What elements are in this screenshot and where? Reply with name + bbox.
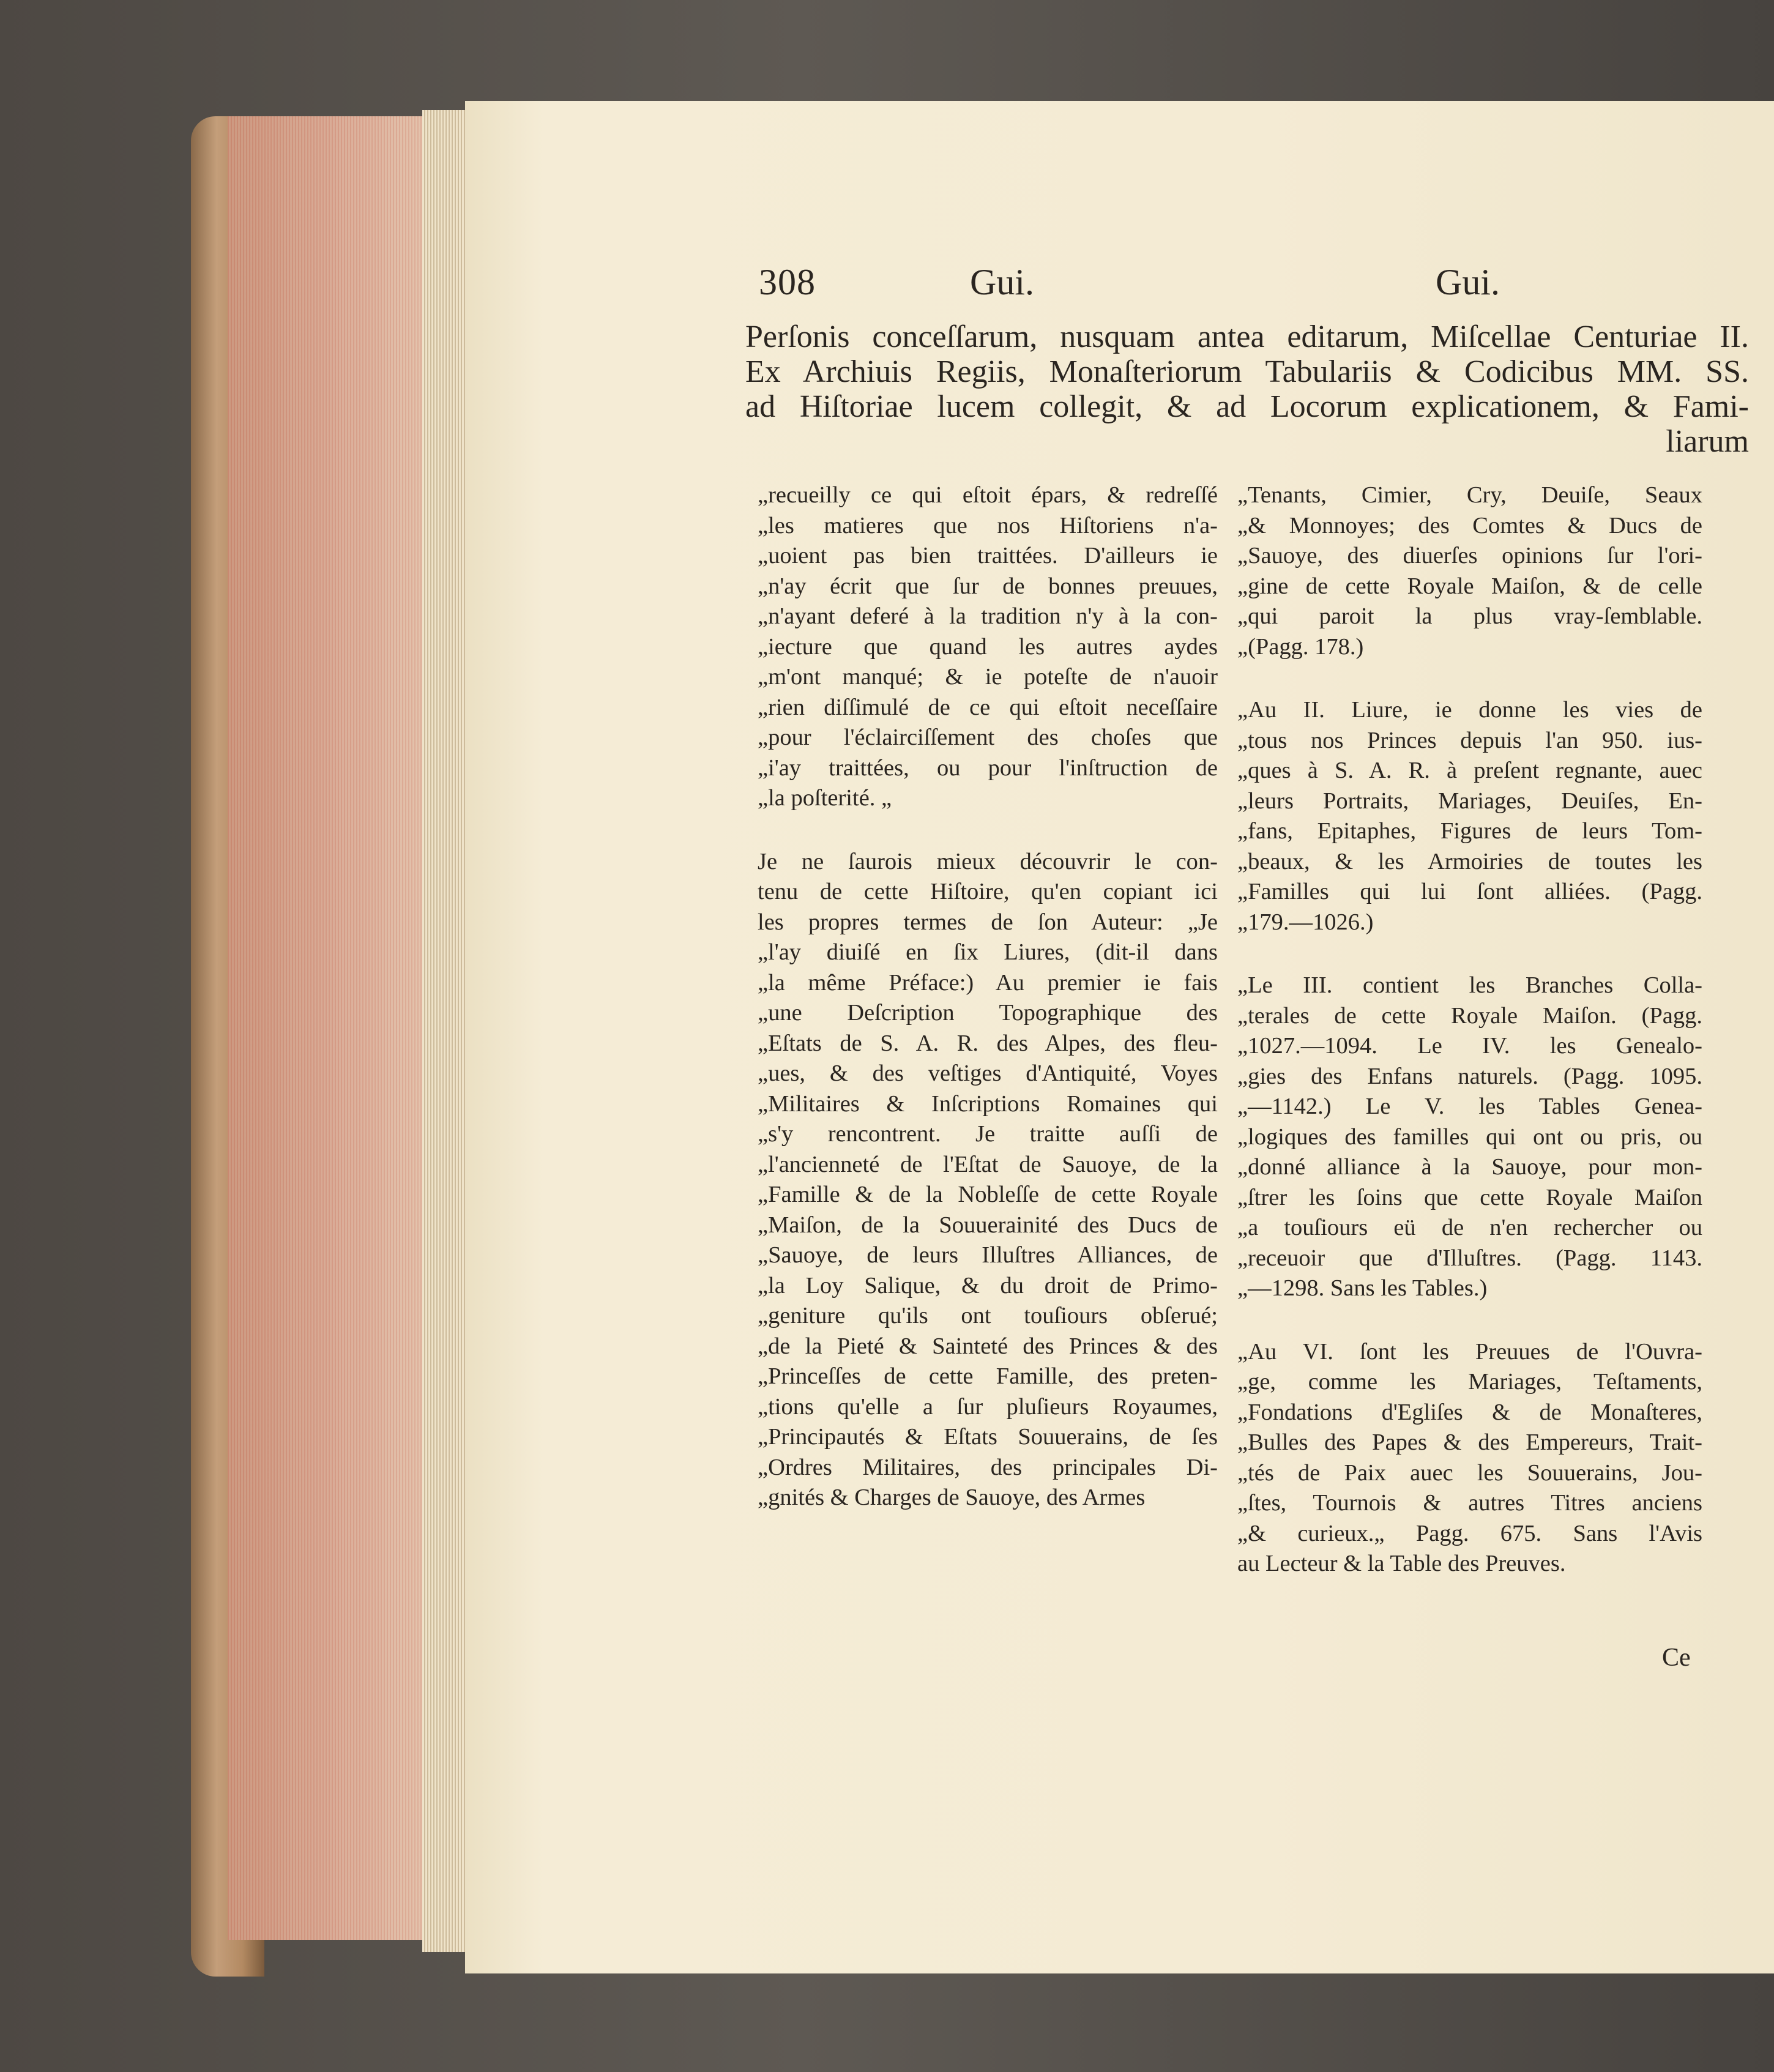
text-line: „gnités & Charges de Sauoye, des Armes (758, 1485, 1146, 1510)
text-line: „tés de Paix auec les Souuerains, Jou- (1237, 1459, 1702, 1486)
book-page (465, 101, 1774, 1973)
text-line: „1027.—1094. Le IV. les Genealo- (1237, 1033, 1702, 1059)
text-line: „iecture que quand les autres aydes (758, 633, 1218, 660)
text-line: „n'ayant deferé à la tradition n'y à la con- (758, 603, 1218, 629)
text-line: „receuoir que d'Illuſtres. (Pagg. 1143. (1237, 1245, 1702, 1271)
text-line: „gies des Enfans naturels. (Pagg. 1095. (1237, 1063, 1702, 1089)
text-line: Je ne ſaurois mieux découvrir le con- (758, 848, 1218, 874)
text-line: „geniture qu'ils ont touſiours obſerué; (758, 1303, 1218, 1329)
text-line: „ſtrer les ſoins que cette Royale Maiſon (1237, 1184, 1702, 1210)
text-line: les propres termes de ſon Auteur: „Je (758, 909, 1218, 935)
text-line: „& curieux.„ Pagg. 675. Sans l'Avis (1237, 1520, 1702, 1546)
text-line: „a touſiours eü de n'en rechercher ou (1237, 1215, 1702, 1240)
catchword: Ce (1662, 1644, 1691, 1672)
text-line: „179.—1026.) (1237, 909, 1374, 935)
paragraph-gap (1237, 1304, 1702, 1337)
text-line: tenu de cette Hiſtoire, qu'en copiant ici (758, 879, 1218, 904)
text-line: „logiques des familles qui ont ou pris, ou (1237, 1124, 1702, 1150)
paragraph (1237, 695, 1702, 937)
text-line: „Familles qui lui ſont alliées. (Pagg. (1237, 879, 1702, 904)
text-line: „l'ay diuiſé en ſix Liures, (dit-il dans (758, 939, 1218, 965)
text-line: „Le III. contient les Branches Colla- (1237, 972, 1702, 998)
text-line: „i'ay traittées, ou pour l'inſtruction de (758, 755, 1218, 781)
running-head-right: Gui. (1436, 262, 1500, 302)
left-column (758, 480, 1218, 1513)
text-line: „fans, Epitaphes, Figures de leurs Tom- (1237, 818, 1702, 844)
text-line: „—1142.) Le V. les Tables Genea- (1237, 1094, 1702, 1119)
text-line: „Eſtats de S. A. R. des Alpes, des fleu- (758, 1030, 1218, 1056)
paragraph (1237, 971, 1702, 1304)
text-line: „tous nos Princes depuis l'an 950. ius- (1237, 727, 1702, 753)
text-line: „la Loy Salique, & du droit de Primo- (758, 1272, 1218, 1299)
continuation-line: Ex Archiuis Regiis, Monaſteriorum Tabulariis & Codicibus MM. SS. (745, 354, 1749, 389)
paragraph (758, 847, 1218, 1513)
text-line: „Fondations d'Egliſes & de Monaſteres, (1237, 1399, 1702, 1425)
text-line: „ques à S. A. R. à preſent regnante, auec (1237, 758, 1702, 783)
text-line: „terales de cette Royale Maiſon. (Pagg. (1237, 1002, 1702, 1029)
paragraph-gap (1237, 662, 1702, 695)
text-line: „recueilly ce qui eſtoit épars, & redreſſé (758, 482, 1218, 508)
paragraph-gap (1237, 937, 1702, 971)
text-line: „s'y rencontrent. Je traitte auſſi de (758, 1121, 1218, 1147)
continuation-title (745, 319, 1749, 459)
text-line: „la même Préface:) Au premier ie fais (758, 969, 1218, 996)
right-column (1237, 480, 1702, 1579)
text-line: „Sauoye, des diuerſes opinions ſur l'ori- (1237, 543, 1702, 568)
text-line: „beaux, & les Armoiries de toutes les (1237, 848, 1702, 874)
text-line: „qui paroit la plus vray-ſemblable. (1237, 603, 1702, 629)
text-line: „ge, comme les Mariages, Teſtaments, (1237, 1369, 1702, 1395)
text-line: „tions qu'elle a ſur pluſieurs Royaumes, (758, 1393, 1218, 1420)
continuation-line: Perſonis conceſſarum, nusquam antea editarum, Miſcellae Centuriae II. (745, 319, 1749, 354)
text-line: „ues, & des veſtiges d'Antiquité, Voyes (758, 1060, 1218, 1086)
text-line: „uoient pas bien traittées. D'ailleurs ie (758, 543, 1218, 568)
text-line: „pour l'éclairciſſement des choſes que (758, 725, 1218, 750)
text-line: „leurs Portraits, Mariages, Deuiſes, En- (1237, 788, 1702, 814)
text-line: „donné alliance à la Sauoye, pour mon- (1237, 1154, 1702, 1180)
text-line: „Au VI. ſont les Preuues de l'Ouvra- (1237, 1338, 1702, 1365)
text-line: „une Deſcription Topographique des (758, 1000, 1218, 1026)
text-line: „ſtes, Tournois & autres Titres anciens (1237, 1490, 1702, 1516)
text-line: „(Pagg. 178.) (1237, 633, 1364, 660)
text-line: „—1298. Sans les Tables.) (1237, 1275, 1488, 1301)
page-block-edge (228, 116, 448, 1940)
text-line: „Au II. Liure, ie donne les vies de (1237, 697, 1702, 723)
text-line: „les matieres que nos Hiſtoriens n'a- (758, 512, 1218, 538)
text-line: „Militaires & Inſcriptions Romaines qui (758, 1090, 1218, 1117)
text-line: „Bulles des Papes & des Empereurs, Trait- (1237, 1429, 1702, 1455)
paragraph (1237, 1337, 1702, 1579)
text-line: „Maiſon, de la Souuerainité des Ducs de (758, 1212, 1218, 1238)
text-line: „l'ancienneté de l'Eſtat de Sauoye, de la (758, 1151, 1218, 1177)
text-line: „Principautés & Eſtats Souuerains, de ſes (758, 1424, 1218, 1450)
running-head (465, 261, 1774, 316)
paragraph (1237, 480, 1702, 662)
paragraph (758, 480, 1218, 814)
text-line: „rien diſſimulé de ce qui eſtoit neceſſaire (758, 694, 1218, 720)
page-number: 308 (759, 262, 816, 302)
text-line: „Ordres Militaires, des principales Di- (758, 1454, 1218, 1480)
text-line: „Famille & de la Nobleſſe de cette Royale (758, 1182, 1218, 1207)
running-head-left: Gui. (970, 262, 1034, 302)
text-line: „m'ont manqué; & ie poteſte de n'auoir (758, 664, 1218, 690)
continuation-line: liarum (1666, 424, 1749, 459)
text-line: „& Monnoyes; des Comtes & Ducs de (1237, 512, 1702, 538)
text-line: au Lecteur & la Table des Preuves. (1237, 1551, 1566, 1576)
text-line: „Tenants, Cimier, Cry, Deuiſe, Seaux (1237, 482, 1702, 508)
text-line: „gine de cette Royale Maiſon, & de celle (1237, 573, 1702, 599)
text-line: „la poſterité. „ (758, 785, 892, 811)
text-line: „de la Pieté & Sainteté des Princes & des (758, 1333, 1218, 1359)
continuation-line: ad Hiſtoriae lucem collegit, & ad Locorum explicationem, & Fami- (745, 389, 1749, 424)
text-line: „Princeſſes de cette Famille, des preten- (758, 1363, 1218, 1389)
text-line: „Sauoye, de leurs Illuſtres Alliances, de (758, 1242, 1218, 1268)
paragraph-gap (758, 814, 1218, 847)
text-line: „n'ay écrit que ſur de bonnes preuues, (758, 573, 1218, 599)
